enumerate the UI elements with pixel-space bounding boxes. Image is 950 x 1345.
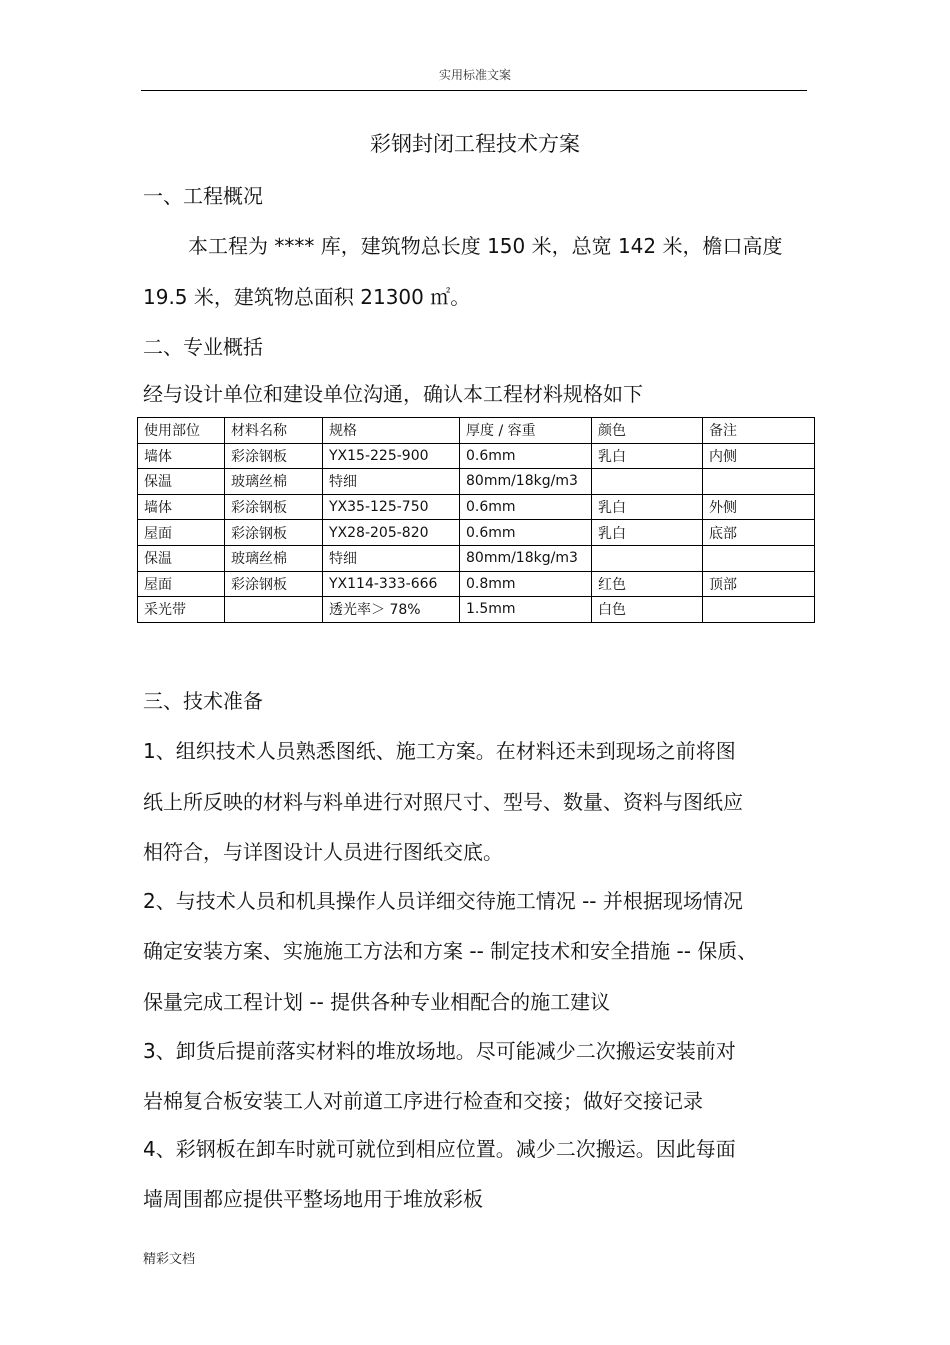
table-cell: 彩涂钢板: [225, 520, 323, 546]
table-header-cell: 厚度 / 容重: [460, 418, 592, 444]
table-cell: [703, 597, 815, 623]
section-3-line: 纸上所反映的材料与料单进行对照尺寸、型号、数量、资料与图纸应: [143, 790, 743, 814]
table-cell: 特细: [323, 469, 460, 495]
table-cell: 80mm/18kg/m3: [460, 469, 592, 495]
section-3-line: 2、与技术人员和机具操作人员详细交待施工情况 -- 并根据现场情况: [143, 889, 743, 913]
table-cell: 0.6mm: [460, 443, 592, 469]
table-cell: 玻璃丝棉: [225, 545, 323, 571]
section-1-heading: 一、工程概况: [143, 184, 263, 208]
table-cell: 乳白: [592, 520, 703, 546]
section-1-paragraph-line-2: 19.5 米，建筑物总面积 21300 ㎡。: [143, 285, 471, 309]
section-3-line: 岩棉复合板安装工人对前道工序进行检查和交接；做好交接记录: [143, 1089, 703, 1113]
page-header: 实用标准文案: [438, 68, 511, 82]
table-row: [138, 443, 815, 469]
table-cell: 彩涂钢板: [225, 571, 323, 597]
table-header-cell: 颜色: [592, 418, 703, 444]
table-cell: 特细: [323, 545, 460, 571]
table-cell: 80mm/18kg/m3: [460, 545, 592, 571]
table-cell: 玻璃丝棉: [225, 469, 323, 495]
table-cell: 墙体: [138, 443, 225, 469]
section-2-heading: 二、专业概括: [143, 335, 263, 359]
table-row: [138, 545, 815, 571]
section-3-line: 1、组织技术人员熟悉图纸、施工方案。在材料还未到现场之前将图: [143, 739, 736, 763]
table-cell: 乳白: [592, 494, 703, 520]
table-header-cell: 规格: [323, 418, 460, 444]
table-cell: 0.6mm: [460, 494, 592, 520]
table-cell: 保温: [138, 469, 225, 495]
table-cell: 内侧: [703, 443, 815, 469]
section-3-line: 相符合，与详图设计人员进行图纸交底。: [143, 840, 503, 864]
table-cell: 墙体: [138, 494, 225, 520]
table-cell: YX35-125-750: [323, 494, 460, 520]
table-cell: YX28-205-820: [323, 520, 460, 546]
section-1-paragraph-line-1: 本工程为 **** 库，建筑物总长度 150 米，总宽 142 米，檐口高度: [188, 234, 783, 258]
document-title: 彩钢封闭工程技术方案: [370, 132, 580, 156]
table-cell: 采光带: [138, 597, 225, 623]
table-cell: 顶部: [703, 571, 815, 597]
table-cell: 彩涂钢板: [225, 494, 323, 520]
table-cell: [592, 545, 703, 571]
table-row: [138, 571, 815, 597]
table-cell: [225, 597, 323, 623]
table-cell: 保温: [138, 545, 225, 571]
section-3-line: 4、彩钢板在卸车时就可就位到相应位置。减少二次搬运。因此每面: [143, 1137, 736, 1161]
table-header-row: [138, 418, 815, 444]
table-cell: [703, 469, 815, 495]
section-3-line: 墙周围都应提供平整场地用于堆放彩板: [143, 1187, 483, 1211]
table-row: [138, 597, 815, 623]
section-2-intro: 经与设计单位和建设单位沟通，确认本工程材料规格如下: [143, 382, 643, 406]
table-cell: 0.8mm: [460, 571, 592, 597]
table-cell: [592, 469, 703, 495]
materials-spec-table: [137, 417, 815, 623]
table-cell: [703, 545, 815, 571]
table-row: [138, 494, 815, 520]
section-3-line: 保量完成工程计划 -- 提供各种专业相配合的施工建议: [143, 990, 611, 1014]
table-cell: 外侧: [703, 494, 815, 520]
table-cell: 屋面: [138, 571, 225, 597]
table-cell: 乳白: [592, 443, 703, 469]
table-cell: 屋面: [138, 520, 225, 546]
table-cell: 红色: [592, 571, 703, 597]
table-row: [138, 469, 815, 495]
table-cell: 1.5mm: [460, 597, 592, 623]
table-header-cell: 使用部位: [138, 418, 225, 444]
table-cell: 底部: [703, 520, 815, 546]
section-3-heading: 三、技术准备: [143, 689, 263, 713]
section-3-line: 3、卸货后提前落实材料的堆放场地。尽可能减少二次搬运安装前对: [143, 1039, 736, 1063]
table-cell: YX15-225-900: [323, 443, 460, 469]
table-cell: YX114-333-666: [323, 571, 460, 597]
table-row: [138, 520, 815, 546]
table-header-cell: 备注: [703, 418, 815, 444]
table-cell: 白色: [592, 597, 703, 623]
table-header-cell: 材料名称: [225, 418, 323, 444]
header-divider: [141, 90, 807, 91]
table-cell: 透光率＞ 78%: [323, 597, 460, 623]
section-3-line: 确定安装方案、实施施工方法和方案 -- 制定技术和安全措施 -- 保质、: [143, 939, 758, 963]
table-cell: 彩涂钢板: [225, 443, 323, 469]
page-footer: 精彩文档: [143, 1252, 196, 1267]
table-cell: 0.6mm: [460, 520, 592, 546]
